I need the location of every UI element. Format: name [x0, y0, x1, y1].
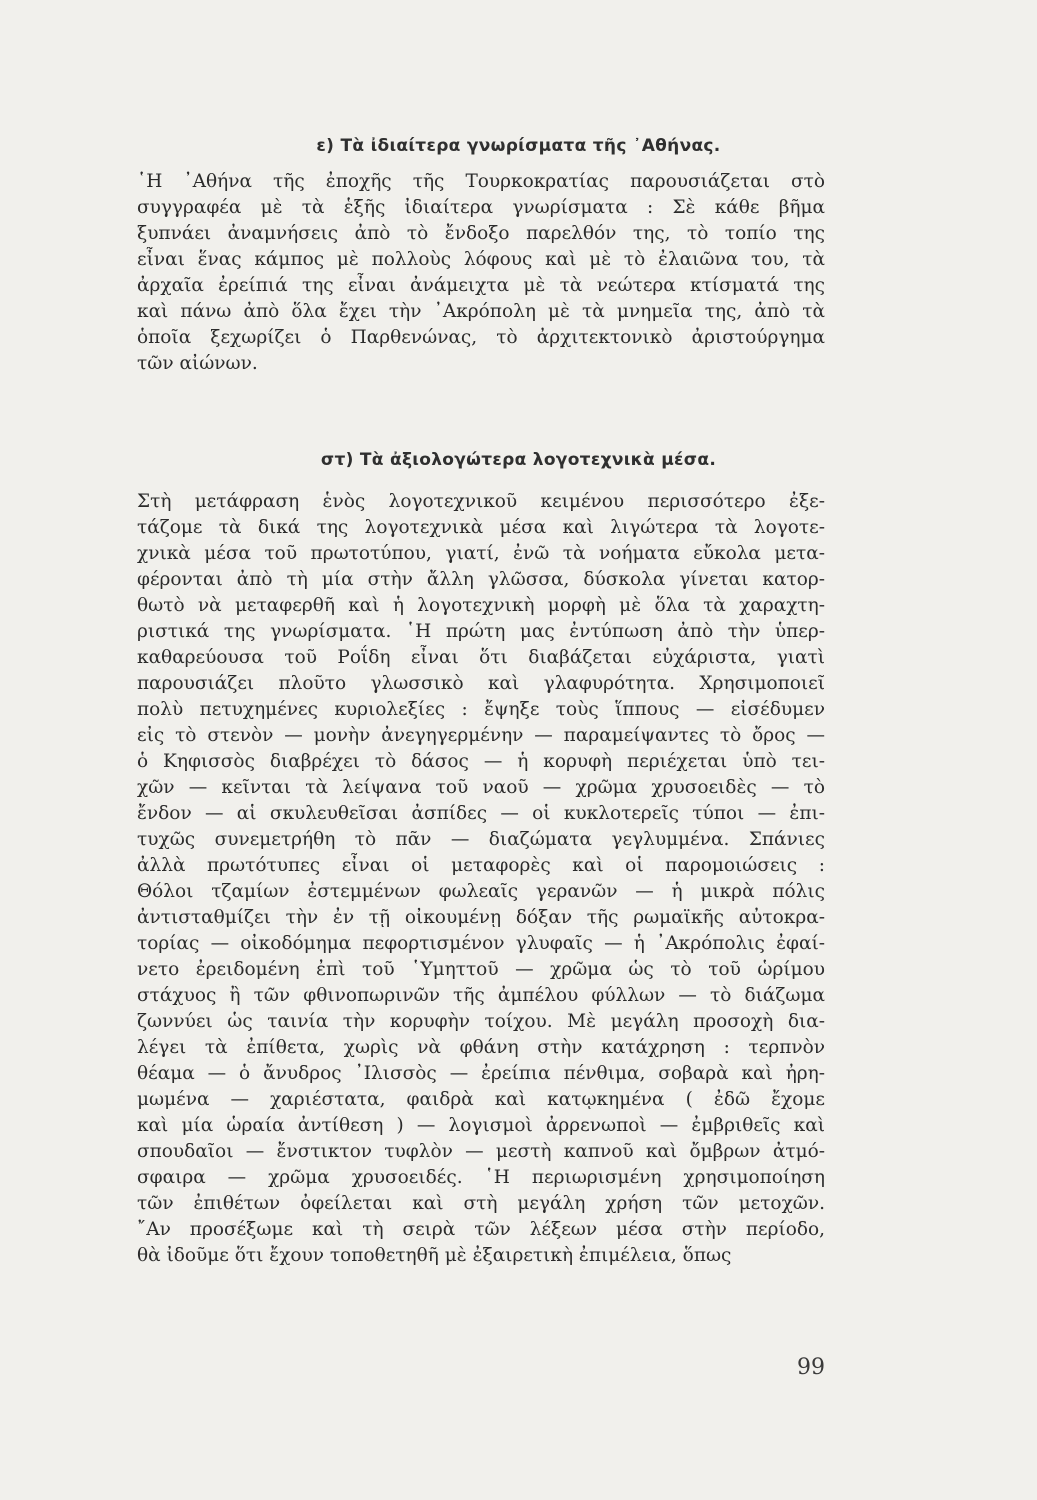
text-line: τῶν αἰώνων. [137, 353, 258, 374]
page-number: 99 [797, 1355, 825, 1380]
section-heading-st: στ) Τὰ ἀξιολογώτερα λογοτεχνικὰ μέσα. [320, 450, 717, 470]
text-line: νετο ἐρειδομένη ἐπὶ τοῦ ῾Υμηττοῦ — χρῶμα ὡς τὸ τοῦ ὡρίμου [137, 959, 825, 980]
text-line: ὁ Κηφισσὸς διαβρέχει τὸ δάσος — ἡ κορυφὴ περιέχεται ὑπὸ τει- [137, 751, 825, 772]
text-line: τῶν ἐπιθέτων ὀφείλεται καὶ στὴ μεγάλη χρήση τῶν μετοχῶν. [137, 1193, 825, 1214]
text-line: θὰ ἰδοῦμε ὅτι ἔχουν τοποθετηθῆ μὲ ἐξαιρετικὴ ἐπιμέλεια, ὅπως [137, 1245, 732, 1266]
text-line: συγγραφέα μὲ τὰ ἑξῆς ἰδιαίτερα γνωρίσματα : Σὲ κάθε βῆμα [137, 197, 825, 218]
text-line: τυχῶς συνεμετρήθη τὸ πᾶν — διαζώματα γεγλυμμένα. Σπάνιες [137, 829, 825, 850]
text-line: παρουσιάζει πλοῦτο γλωσσικὸ καὶ γλαφυρότητα. Χρησιμοποιεῖ [137, 673, 825, 694]
text-line: ἔνδον — αἱ σκυλευθεῖσαι ἀσπίδες — οἱ κυκλοτερεῖς τύποι — ἐπι- [137, 803, 825, 824]
text-line: μωμένα — χαριέστατα, φαιδρὰ καὶ κατῳκημένα ( ἐδῶ ἔχομε [137, 1089, 825, 1110]
text-line: ξυπνάει ἀναμνήσεις ἀπὸ τὸ ἔνδοξο παρελθόν της, τὸ τοπίο της [137, 223, 825, 244]
text-line: θέαμα — ὁ ἄνυδρος ᾿Ιλισσὸς — ἐρείπια πένθιμα, σοβαρὰ καὶ ἠρη- [137, 1063, 825, 1084]
text-line: χνικὰ μέσα τοῦ πρωτοτύπου, γιατί, ἐνῶ τὰ νοήματα εὔκολα μετα- [137, 543, 825, 564]
text-line: καθαρεύουσα τοῦ Ροΐδη εἶναι ὅτι διαβάζεται εὐχάριστα, γιατὶ [137, 647, 825, 668]
paragraph-st [137, 489, 825, 1269]
text-line: καὶ πάνω ἀπὸ ὅλα ἔχει τὴν ᾿Ακρόπολη μὲ τὰ μνημεῖα της, ἀπὸ τὰ [137, 301, 825, 322]
text-line: Στὴ μετάφραση ἑνὸς λογοτεχνικοῦ κειμένου περισσότερο ἐξε- [137, 491, 825, 512]
text-line: χῶν — κεῖνται τὰ λείψανα τοῦ ναοῦ — χρῶμα χρυσοειδὲς — τὸ [137, 777, 825, 798]
text-line: σφαιρα — χρῶμα χρυσοειδές. ῾Η περιωρισμένη χρησιμοποίηση [137, 1167, 825, 1188]
text-line: ἀλλὰ πρωτότυπες εἶναι οἱ μεταφορὲς καὶ οἱ παρομοιώσεις : [137, 855, 825, 876]
text-line: θωτὸ νὰ μεταφερθῆ καὶ ἡ λογοτεχνικὴ μορφὴ μὲ ὅλα τὰ χαραχτη- [137, 595, 825, 616]
text-line: καὶ μία ὡραία ἀντίθεση ) — λογισμοὶ ἀρρενωποὶ — ἐμβριθεῖς καὶ [137, 1115, 825, 1136]
paragraph-e [137, 169, 825, 377]
text-line: εἶναι ἕνας κάμπος μὲ πολλοὺς λόφους καὶ μὲ τὸ ἐλαιῶνα του, τὰ [137, 249, 825, 270]
text-line: τάζομε τὰ δικά της λογοτεχνικὰ μέσα καὶ λιγώτερα τὰ λογοτε- [137, 517, 825, 538]
text-line: στάχυος ἢ τῶν φθινοπωρινῶν τῆς ἀμπέλου φύλλων — τὸ διάζωμα [137, 985, 825, 1006]
text-line: ἀρχαῖα ἐρείπιά της εἶναι ἀνάμειχτα μὲ τὰ νεώτερα κτίσματά της [137, 275, 825, 296]
text-line: πολὺ πετυχημένες κυριολεξίες : ἔψηξε τοὺς ἵππους — εἰσέδυμεν [137, 699, 825, 720]
text-line: σπουδαῖοι — ἔνστικτον τυφλὸν — μεστὴ καπνοῦ καὶ ὄμβρων ἀτμό- [137, 1141, 825, 1162]
text-line: λέγει τὰ ἐπίθετα, χωρὶς νὰ φθάνη στὴν κατάχρηση : τερπνὸν [137, 1037, 825, 1058]
text-line: φέρονται ἀπὸ τὴ μία στὴν ἄλλη γλῶσσα, δύσκολα γίνεται κατορ- [137, 569, 825, 590]
text-line: ριστικά της γνωρίσματα. ῾Η πρώτη μας ἐντύπωση ἀπὸ τὴν ὑπερ- [137, 621, 825, 642]
text-line: ζωννύει ὡς ταινία τὴν κορυφὴν τοίχου. Μὲ μεγάλη προσοχὴ δια- [137, 1011, 825, 1032]
text-line: ῎Αν προσέξωμε καὶ τὴ σειρὰ τῶν λέξεων μέσα στὴν περίοδο, [137, 1219, 825, 1240]
text-line: τορίας — οἰκοδόμημα πεφορτισμένον γλυφαῖς — ἡ ᾿Ακρόπολις ἐφαί- [137, 933, 825, 954]
text-line: ὁποῖα ξεχωρίζει ὁ Παρθενώνας, τὸ ἀρχιτεκτονικὸ ἀριστούργημα [137, 327, 825, 348]
text-line: ῾Η ᾿Αθήνα τῆς ἐποχῆς τῆς Τουρκοκρατίας παρουσιάζεται στὸ [137, 171, 825, 192]
text-line: Θόλοι τζαμίων ἐστεμμένων φωλεαῖς γερανῶν — ἡ μικρὰ πόλις [137, 881, 825, 902]
text-line: ἀντισταθμίζει τὴν ἐν τῇ οἰκουμένῃ δόξαν τῆς ρωμαϊκῆς αὐτοκρα- [137, 907, 825, 928]
text-line: εἰς τὸ στενὸν — μονὴν ἀνεγηγερμένην — παραμείψαντες τὸ ὄρος — [137, 725, 825, 746]
section-heading-e: ε) Τὰ ἰδιαίτερα γνωρίσματα τῆς ᾿Αθήνας. [316, 136, 721, 156]
